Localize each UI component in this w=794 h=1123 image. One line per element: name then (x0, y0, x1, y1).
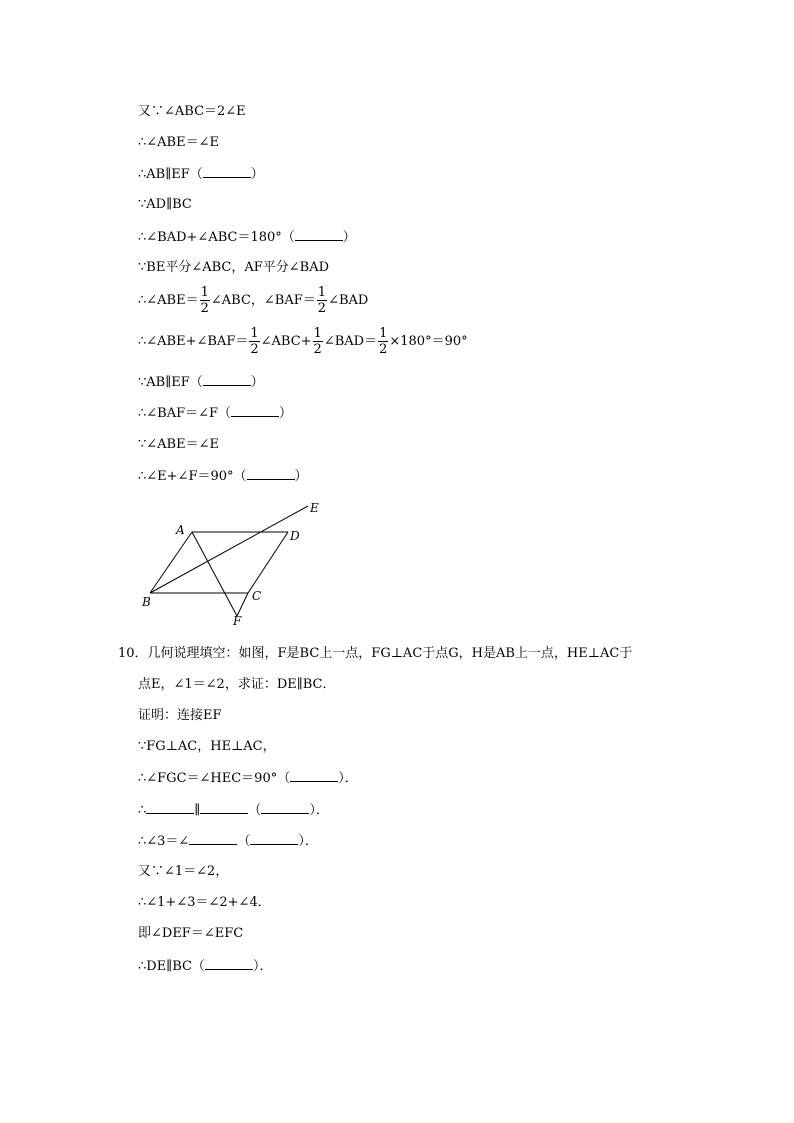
fraction-half: $\frac{1}{2}$ (250, 326, 259, 357)
label-C: C (252, 589, 262, 603)
paren-close: ）． (309, 803, 329, 818)
proof-line-12 (138, 467, 308, 486)
proof-line-11: ∵∠ABE＝∠E (138, 437, 219, 452)
answer-blank[interactable] (203, 165, 251, 178)
proof-line-8 (138, 326, 468, 357)
proof-text: ∠BAD＝ (323, 334, 378, 349)
proof-text: ∠BAD (328, 293, 369, 308)
fraction-half: $\frac{1}{2}$ (200, 285, 209, 316)
proof-line-3 (138, 165, 264, 184)
proof-text: ∴∠FGC＝∠HEC＝90°（ (138, 771, 291, 786)
answer-blank[interactable] (231, 404, 279, 417)
q10-proof-line-2: ∵FG⊥AC，HE⊥AC， (138, 739, 276, 754)
proof-line-4: ∵AD∥BC (138, 197, 192, 212)
segment-AF (192, 532, 237, 616)
answer-blank[interactable] (250, 832, 298, 845)
q10-proof-line-1: 证明：连接EF (138, 708, 222, 723)
paren-close: ）． (338, 771, 358, 786)
answer-blank[interactable] (205, 957, 253, 970)
proof-text: ∴∠BAF＝∠F（ (138, 406, 232, 421)
proof-text: ∴∠3＝∠ (138, 834, 190, 849)
fraction-half: $\frac{1}{2}$ (317, 285, 327, 316)
label-B: B (142, 595, 151, 609)
proof-line-7 (138, 285, 368, 316)
answer-blank[interactable] (261, 801, 309, 814)
answer-blank[interactable] (189, 832, 237, 845)
proof-text: ∴ (138, 803, 147, 818)
segment-CF (237, 593, 248, 616)
paren-close: ） (250, 375, 264, 390)
proof-text: ∴∠ABE+∠BAF＝ (138, 334, 249, 349)
paren-open: （ (248, 803, 262, 818)
question-10-stem-line1: 10．几何说理填空：如图，F是BC上一点，FG⊥AC于点G，H是AB上一点，HE⊥AC于 (118, 646, 633, 661)
answer-blank[interactable] (295, 228, 343, 241)
paren-close: ） (279, 406, 293, 421)
fraction-half: $\frac{1}{2}$ (379, 326, 388, 357)
label-F: F (233, 614, 242, 628)
proof-line-1: 又∵∠ABC＝2∠E (138, 104, 246, 119)
answer-blank[interactable] (290, 769, 338, 782)
answer-blank[interactable] (247, 467, 295, 480)
proof-text: ×180°＝90° (389, 334, 468, 349)
proof-text: ∴AB∥EF（ (138, 167, 203, 182)
proof-text: ∴∠ABE＝ (138, 293, 199, 308)
q10-proof-line-6: 又∵∠1＝∠2， (138, 864, 229, 879)
answer-blank[interactable] (200, 801, 248, 814)
q10-proof-line-5 (138, 832, 318, 851)
proof-text: ∴∠E+∠F＝90°（ (138, 469, 247, 484)
paren-close: ）． (252, 959, 273, 974)
proof-text: ∴∠BAD+∠ABC＝180°（ (138, 230, 295, 245)
question-10-stem-line2: 点E，∠1＝∠2，求证：DE∥BC． (138, 677, 336, 692)
proof-line-5 (138, 228, 356, 247)
proof-line-6: ∵BE平分∠ABC，AF平分∠BAD (138, 260, 330, 275)
label-D: D (290, 529, 300, 543)
paren-close: ） (342, 230, 356, 245)
paren-close: ） (250, 167, 264, 182)
geometry-figure (130, 495, 340, 630)
proof-line-2: ∴∠ABE＝∠E (138, 135, 219, 150)
proof-line-9 (138, 373, 264, 392)
paren-close: ） (294, 469, 308, 484)
label-E: E (310, 501, 319, 515)
proof-line-10 (138, 404, 292, 423)
label-A: A (176, 523, 185, 537)
answer-blank[interactable] (146, 801, 194, 814)
paren-open: （ (237, 834, 251, 849)
q10-proof-line-9 (138, 957, 272, 976)
paren-close: ）． (298, 834, 318, 849)
segment-AB (150, 532, 192, 593)
answer-blank[interactable] (203, 373, 251, 386)
q10-proof-line-7: ∴∠1+∠3＝∠2+∠4． (138, 895, 271, 910)
parallel-sign: ∥ (194, 803, 201, 818)
q10-proof-line-3 (138, 769, 358, 788)
segment-BE (150, 506, 308, 593)
proof-text: ∴DE∥BC（ (138, 959, 205, 974)
q10-proof-line-4 (138, 801, 329, 820)
proof-text: ∠ABC，∠BAF＝ (210, 293, 316, 308)
proof-text: ∵AB∥EF（ (138, 375, 203, 390)
segment-DC (248, 532, 288, 593)
q10-proof-line-8: 即∠DEF＝∠EFC (138, 926, 244, 941)
fraction-half: $\frac{1}{2}$ (313, 326, 322, 357)
proof-text: ∠ABC+ (260, 334, 312, 349)
